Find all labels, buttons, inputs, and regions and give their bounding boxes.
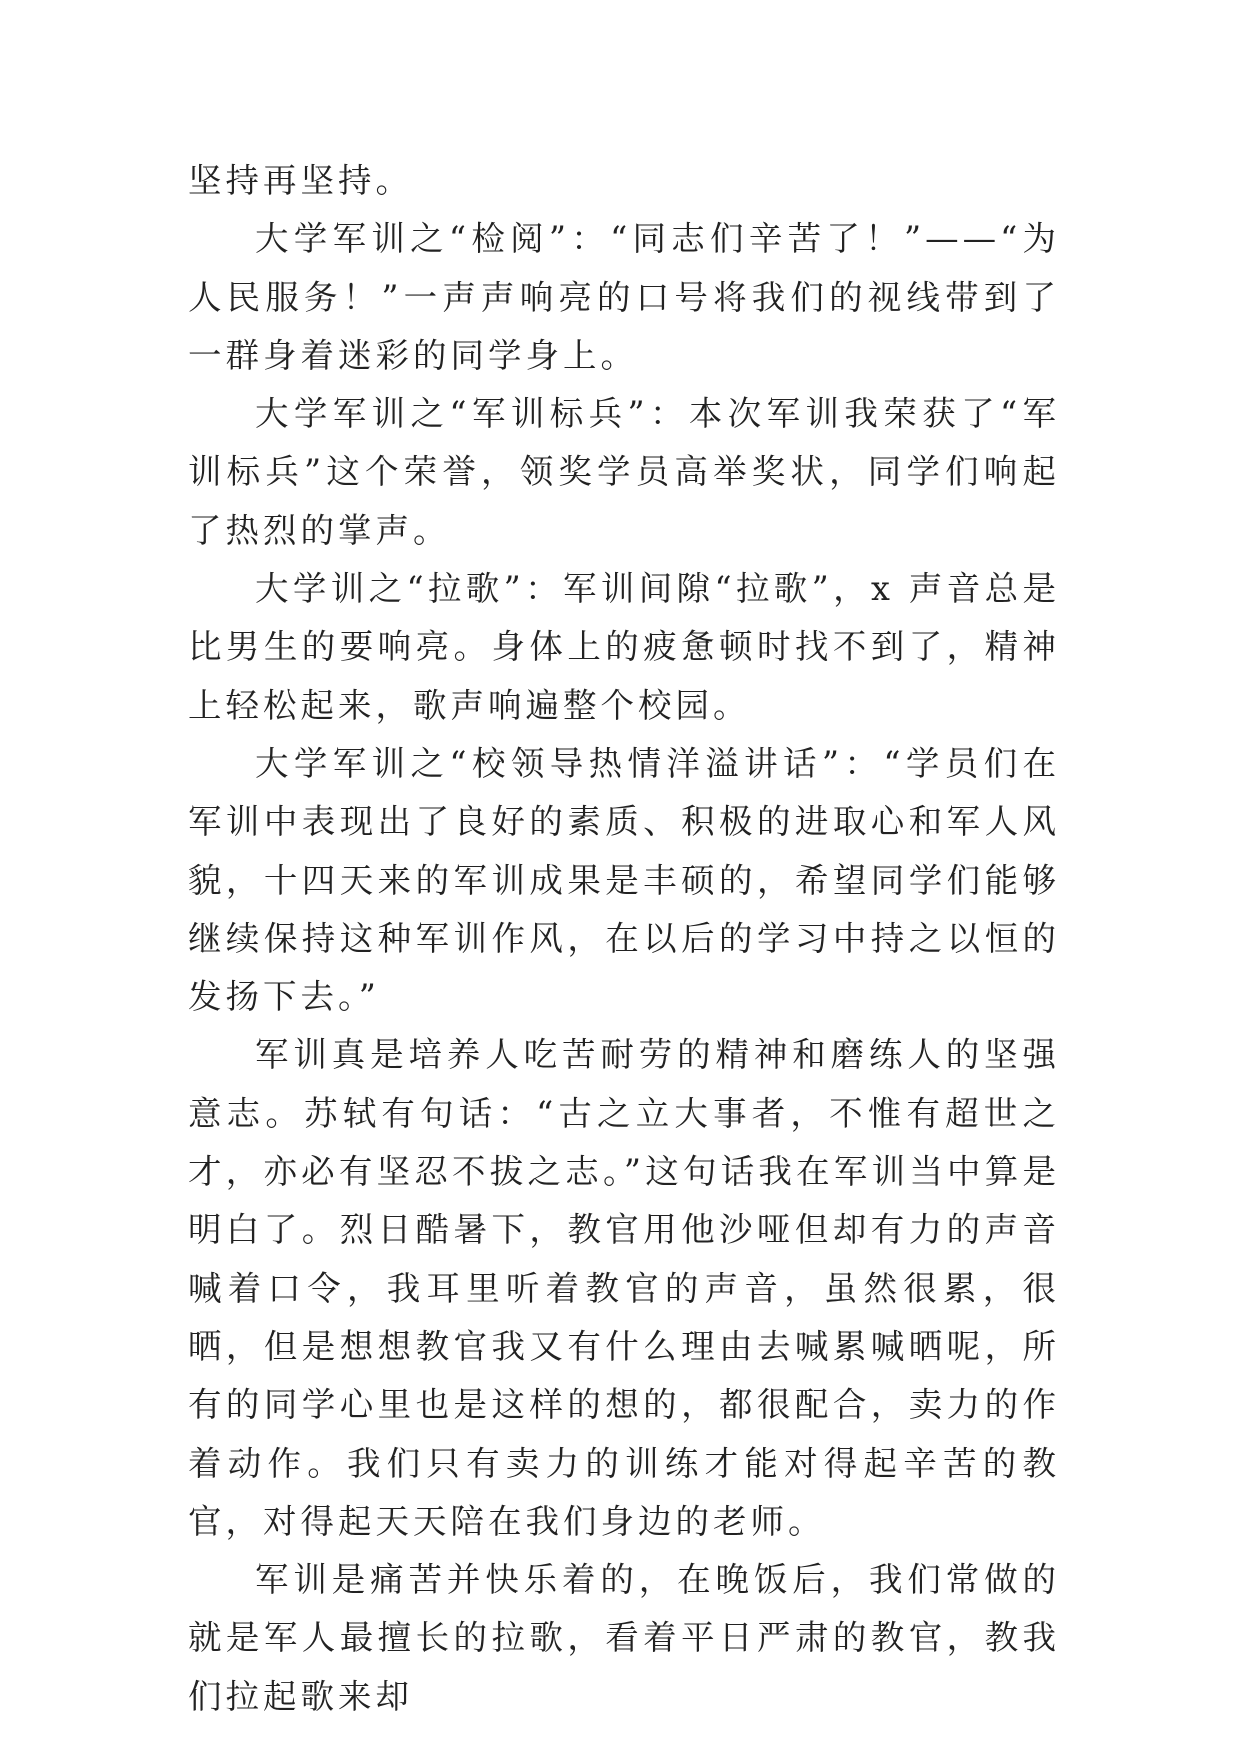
document-body — [188, 152, 1060, 1726]
paragraph-training-spirit: 军训真是培养人吃苦耐劳的精神和磨练人的坚强意志。苏轼有句话：“古之立大事者，不惟有超世之才，亦必有坚忍不拔之志。”这句话我在军训当中算是明白了。烈日酷暑下，教官用他沙哑但却有力的声音喊着口令，我耳里听着教官的声音，虽然很累，很晒，但是想想教官我又有什么理由去喊累喊晒呢，所有的同学心里也是这样的想的，都很配合，卖力的作着动作。我们只有卖力的训练才能对得起辛苦的教官，对得起天天陪在我们身边的老师。 — [188, 1035, 1060, 1541]
paragraph-leader-speech: 大学军训之“校领导热情洋溢讲话”：“学员们在军训中表现出了良好的素质、积极的进取心和军人风貌，十四天来的军训成果是丰硕的，希望同学们能够继续保持这种军训作风，在以后的学习中持之以恒的发扬下去。” — [188, 743, 1060, 1017]
paragraph-continuation: 坚持再坚持。 — [188, 161, 413, 200]
paragraph-after-dinner: 军训是痛苦并快乐着的，在晚饭后，我们常做的就是军人最擅长的拉歌，看着平日严肃的教官，教我们拉起歌来却 — [188, 1560, 1060, 1716]
paragraph-model-soldier: 大学军训之“军训标兵”：本次军训我荣获了“军训标兵”这个荣誉，领奖学员高举奖状，同学们响起了热烈的掌声。 — [188, 394, 1060, 550]
paragraph-singing: 大学训之“拉歌”：军训间隙“拉歌”，x 声音总是比男生的要响亮。身体上的疲惫顿时找不到了，精神上轻松起来，歌声响遍整个校园。 — [188, 569, 1060, 725]
paragraph-inspection: 大学军训之“检阅”：“同志们辛苦了！”——“为人民服务！”一声声响亮的口号将我们的视线带到了一群身着迷彩的同学身上。 — [188, 219, 1060, 375]
